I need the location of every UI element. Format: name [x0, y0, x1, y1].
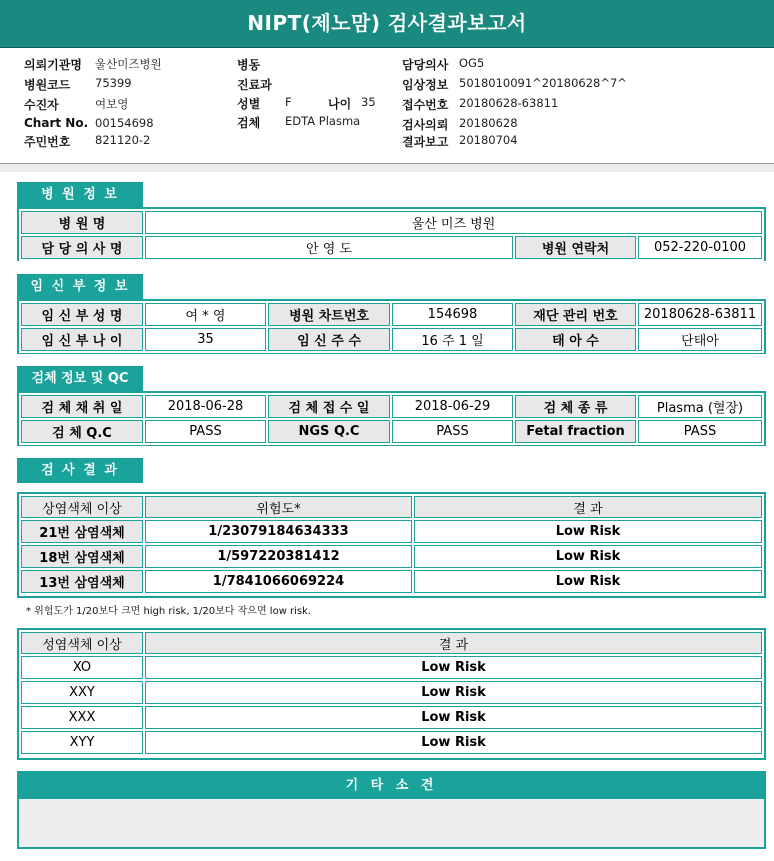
- doctor-value: OG5: [459, 56, 485, 70]
- ngs-qc-label: NGS Q.C: [268, 420, 390, 443]
- receipt-date-value: 2018-06-29: [392, 395, 513, 418]
- report-title: NIPT(제노맘) 검사결과보고서: [247, 11, 527, 35]
- sex-chrom-results-frame: [17, 628, 766, 760]
- ward-label: 병동: [237, 58, 261, 72]
- trisomy-18-risk: 1/597220381412: [145, 545, 412, 568]
- test-request-label: 검사의뢰: [402, 118, 449, 132]
- hospital-name-value: 울산 미즈 병원: [145, 211, 762, 234]
- risk-footnote: * 위험도가 1/20보다 크면 high risk, 1/20보다 작으면 low risk.: [26, 606, 312, 617]
- xxy-result: Low Risk: [145, 681, 762, 704]
- examinee-value: 여보영: [95, 97, 129, 111]
- specimen-type-value: Plasma (혈장): [638, 395, 762, 418]
- fetal-fraction-value: PASS: [638, 420, 762, 443]
- trisomy-18-result: Low Risk: [414, 545, 762, 568]
- trisomy-13-result: Low Risk: [414, 570, 762, 593]
- chart-no-value: 00154698: [95, 116, 154, 130]
- trisomy-18-label: 18번 삼염색체: [21, 545, 143, 568]
- specimen-qc-label: 검 체 Q.C: [21, 420, 143, 443]
- gestation-weeks-label: 임 신 주 수: [268, 328, 390, 351]
- chart-no-label: Chart No.: [24, 116, 89, 130]
- receipt-no-value: 20180628-63811: [459, 96, 559, 110]
- header-shadow: [0, 164, 774, 172]
- specimen-value: EDTA Plasma: [285, 114, 361, 128]
- sex-chrom-header: 성염색체 이상: [21, 632, 143, 654]
- department-label: 진료과: [237, 78, 272, 92]
- trisomy-13-label: 13번 삼염색체: [21, 570, 143, 593]
- specimen-qc-value: PASS: [145, 420, 266, 443]
- hospital-info-tab: 병 원 정 보: [17, 182, 143, 207]
- resident-no-label: 주민번호: [24, 135, 71, 149]
- foundation-no-value: 20180628-63811: [638, 303, 762, 326]
- sex-label: 성별: [237, 97, 261, 111]
- table-row: [21, 520, 762, 543]
- ngs-qc-value: PASS: [392, 420, 513, 443]
- sex-chrom-results-table: [19, 630, 764, 756]
- hospital-info-table: [19, 209, 764, 261]
- resident-no-value: 821120-2: [95, 133, 151, 147]
- hospital-name-label: 병 원 명: [21, 211, 143, 234]
- xyy-result: Low Risk: [145, 731, 762, 754]
- result-header: 결 과: [414, 496, 762, 518]
- collect-date-value: 2018-06-28: [145, 395, 266, 418]
- pregnant-name-value: 여 * 영: [145, 303, 266, 326]
- hospital-code-label: 병원코드: [24, 78, 71, 92]
- test-request-value: 20180628: [459, 116, 518, 130]
- specimen-qc-frame: [17, 391, 766, 446]
- table-row: [21, 681, 762, 704]
- results-tab: 검 사 결 과: [17, 458, 143, 483]
- examinee-label: 수진자: [24, 98, 59, 112]
- autosomal-results-table: [19, 494, 764, 595]
- table-row: [21, 656, 762, 679]
- receipt-no-label: 접수번호: [402, 98, 449, 112]
- institution-value: 울산미즈병원: [95, 57, 162, 71]
- specimen-qc-table: [19, 393, 764, 445]
- table-row: [21, 731, 762, 754]
- trisomy-21-risk: 1/23079184634333: [145, 520, 412, 543]
- table-row: [21, 570, 762, 593]
- table-row: [21, 706, 762, 729]
- foundation-no-label: 재단 관리 번호: [515, 303, 636, 326]
- age-value: 35: [361, 95, 376, 109]
- autosomal-results-frame: [17, 492, 766, 598]
- pregnant-age-label: 임 신 부 나 이: [21, 328, 143, 351]
- pregnant-name-label: 임 신 부 성 명: [21, 303, 143, 326]
- clinical-info-value: 5018010091^20180628^7^: [459, 76, 627, 90]
- doctor-label: 담당의사: [402, 58, 449, 72]
- specimen-type-label: 검 체 종 류: [515, 395, 636, 418]
- report-title-bar: [0, 0, 774, 48]
- xxx-label: XXX: [21, 706, 143, 729]
- pregnant-info-frame: [17, 299, 766, 354]
- contact-label: 병원 연락처: [515, 236, 636, 259]
- risk-header: 위험도*: [145, 496, 412, 518]
- gestation-weeks-value: 16 주 1 일: [392, 328, 513, 351]
- result-report-label: 결과보고: [402, 135, 449, 149]
- xo-label: XO: [21, 656, 143, 679]
- collect-date-label: 검 체 채 취 일: [21, 395, 143, 418]
- doctor-name-label: 담 당 의 사 명: [21, 236, 143, 259]
- table-row: [21, 545, 762, 568]
- other-findings-content: [19, 799, 764, 847]
- age-label: 나이: [328, 97, 352, 111]
- pregnant-info-table: [19, 301, 764, 353]
- pregnant-info-tab: 임 신 부 정 보: [17, 274, 143, 299]
- hospital-info-frame: [17, 207, 766, 261]
- fetus-count-value: 단태아: [638, 328, 762, 351]
- specimen-label: 검체: [237, 116, 261, 130]
- receipt-date-label: 검 체 접 수 일: [268, 395, 390, 418]
- doctor-name-value: 안 영 도: [145, 236, 513, 259]
- clinical-info-label: 임상정보: [402, 78, 449, 92]
- fetus-count-label: 태 아 수: [515, 328, 636, 351]
- specimen-qc-tab: 검체 정보 및 QC: [17, 366, 143, 391]
- chart-number-label: 병원 차트번호: [268, 303, 390, 326]
- contact-value: 052-220-0100: [638, 236, 762, 259]
- pregnant-age-value: 35: [145, 328, 266, 351]
- trisomy-13-risk: 1/7841066069224: [145, 570, 412, 593]
- hospital-code-value: 75399: [95, 76, 132, 90]
- chart-number-value: 154698: [392, 303, 513, 326]
- xxx-result: Low Risk: [145, 706, 762, 729]
- sex-value: F: [285, 95, 292, 109]
- institution-label: 의뢰기관명: [24, 58, 82, 72]
- trisomy-21-label: 21번 삼염색체: [21, 520, 143, 543]
- xo-result: Low Risk: [145, 656, 762, 679]
- autosomal-header: 상염색체 이상: [21, 496, 143, 518]
- fetal-fraction-label: Fetal fraction: [515, 420, 636, 443]
- sex-result-header: 결 과: [145, 632, 762, 654]
- xyy-label: XYY: [21, 731, 143, 754]
- xxy-label: XXY: [21, 681, 143, 704]
- result-report-value: 20180704: [459, 133, 518, 147]
- trisomy-21-result: Low Risk: [414, 520, 762, 543]
- other-findings-title: 기 타 소 견: [19, 773, 764, 799]
